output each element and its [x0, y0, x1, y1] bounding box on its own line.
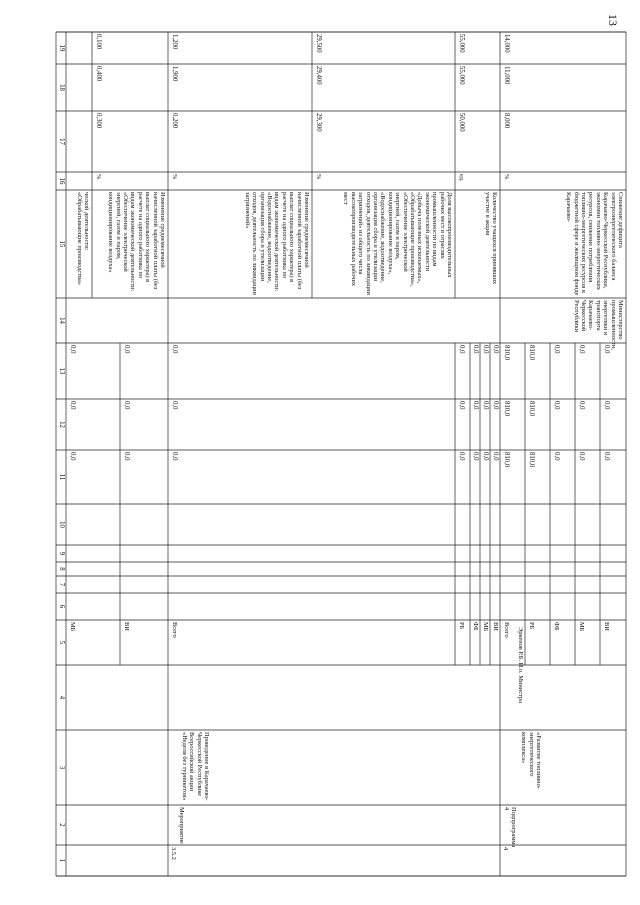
column-number: 17: [58, 138, 65, 145]
finance-value: 0,0: [603, 345, 610, 354]
indicator-value: 0,300: [95, 113, 102, 129]
indicator-value: 29,400: [315, 66, 322, 85]
finance-value: 0,0: [69, 345, 76, 354]
finance-value: 0,0: [458, 345, 465, 354]
finance-source: МБ: [69, 622, 76, 632]
finance-value: 0,0: [492, 345, 499, 354]
finance-value: 0,0: [472, 452, 479, 461]
finance-value: 810,0: [528, 452, 535, 468]
indicator-description: Изменение среднемесячной начисленной заработной платы (без выплат социального характера) в расчете на одного работника по видам экономической деятельности: «Обеспечение электрической энергией, газом и паром, кондиционирование воздуха»: [107, 192, 166, 292]
column-number: 16: [58, 177, 65, 185]
finance-value: 0,0: [69, 452, 76, 461]
indicator-value: 0,100: [95, 34, 102, 50]
column-number: 3: [58, 765, 65, 770]
finance-source: ФБ: [472, 622, 479, 631]
finance-value: 0,0: [553, 452, 560, 461]
indicator-value: 0,200: [171, 113, 178, 129]
column-number: 19: [58, 44, 65, 52]
column-number: 9: [58, 551, 65, 556]
finance-source: ВИ: [603, 622, 610, 631]
finance-value: 0,0: [171, 345, 178, 354]
finance-value: 0,0: [603, 401, 610, 410]
finance-source: Всего: [503, 622, 510, 638]
finance-value: 810,0: [528, 401, 535, 417]
indicator-value: 55,000: [458, 34, 465, 53]
indicator-value: 1,900: [171, 66, 178, 82]
indicator-description: Изменение среднемесячной начисленной заработной платы (без выплат социального характера) в расчете на одного работника по видам экономической деятельности: «Водоснабжение, водоотведение, организация сбора и утилизации отходов, деятельность по ликвидации загрязнений»: [243, 192, 310, 295]
finance-value: 0,0: [171, 452, 178, 461]
indicator-value: 11,000: [503, 66, 510, 85]
indicator-value: 0,400: [95, 66, 102, 82]
finance-value: 0,0: [69, 401, 76, 410]
indicator-unit: %: [95, 174, 102, 180]
item-kind: Мероприятие: [178, 807, 185, 844]
finance-value: 0,0: [603, 452, 610, 461]
column-number: 13: [58, 367, 65, 375]
finance-source: Всего: [171, 622, 178, 638]
finance-source: РБ: [458, 622, 465, 630]
indicator-value: 55,000: [458, 66, 465, 85]
finance-source: РБ: [528, 622, 535, 630]
indicator-description: ческой деятельности: «Обрабатывающие производства»: [75, 192, 90, 286]
item-kind: Подпрограмма 4: [502, 807, 517, 848]
finance-source: ВИ: [492, 622, 499, 631]
indicator-value: 8,000: [503, 113, 510, 129]
item-name: Проведение в Карачаево-Черкесской Республике Всероссийской акции «Неделя без турникетов»: [180, 732, 210, 801]
indicator-unit: %: [315, 174, 322, 180]
column-number: 12: [58, 421, 65, 428]
finance-value: 0,0: [472, 401, 479, 410]
finance-source: МБ: [578, 622, 585, 632]
column-number: 4: [58, 695, 65, 700]
indicator-value: 29,300: [315, 113, 322, 132]
indicator-value: 14,000: [503, 34, 510, 53]
finance-value: 0,0: [472, 345, 479, 354]
executor: Министерство промышленности, энергетики и транспорта Карачаево-Черкесской Республики: [572, 300, 624, 350]
finance-value: 0,0: [553, 345, 560, 354]
finance-value: 0,0: [578, 401, 585, 410]
indicator-unit: ед.: [458, 174, 465, 182]
finance-value: 810,0: [528, 345, 535, 361]
finance-value: 0,0: [458, 452, 465, 461]
finance-value: 0,0: [492, 401, 499, 410]
finance-value: 810,0: [503, 452, 510, 468]
responsible-person: Эркенов Р.Б. И.о. Министра: [517, 627, 524, 703]
finance-value: 0,0: [123, 345, 130, 354]
finance-source: ФБ: [553, 622, 560, 631]
indicator-value: 29,500: [315, 34, 322, 53]
finance-value: 0,0: [123, 452, 130, 461]
indicator-value: 1,200: [171, 34, 178, 50]
finance-value: 0,0: [171, 401, 178, 410]
indicator-description: Снижение дефицита электроэнергетического баланса Карачаево-Черкесской Республики, экономии топливно-энергетических ресурсов, снижение потребления топливно-энергетических ресурсов в бюджетной сфере и жилищном фонде Карачаево-: [565, 192, 624, 296]
column-number: 14: [58, 317, 65, 324]
item-number: 3.5.2: [170, 847, 177, 860]
column-number: 6: [58, 604, 65, 609]
column-number: 10: [58, 521, 65, 528]
column-number: 11: [58, 473, 65, 481]
finance-value: 0,0: [578, 345, 585, 354]
column-number: 15: [58, 240, 65, 248]
indicator-description: Доля высокопроизводительных рабочих мест в отраслях промышленности по видам экономической деятельности «Добыча полезных ископаемых», «Обрабатывающие производства», «Обеспечение электрической энергией, газом и паром, кондиционирование воздуха», «Водоснабжение, водоотведение, организация сбора и утилизации отходов, деятельность по ликвидации загрязнений» из общего числа высокопроизводительных рабочих мест: [342, 192, 453, 295]
column-number: 8: [58, 567, 65, 571]
item-name: «Развитие топливно-энергетического комплекса»: [520, 732, 542, 789]
finance-source: ВИ: [123, 622, 130, 631]
finance-value: 0,0: [123, 401, 130, 410]
column-number: 18: [58, 84, 65, 91]
finance-value: 810,0: [503, 345, 510, 361]
item-number: 4: [502, 847, 509, 851]
finance-value: 0,0: [578, 452, 585, 461]
finance-value: 0,0: [482, 401, 489, 410]
finance-value: 0,0: [458, 401, 465, 410]
finance-value: 0,0: [482, 452, 489, 461]
indicator-value: 50,000: [458, 113, 465, 132]
indicator-unit: %: [503, 174, 510, 180]
column-number: 1: [58, 858, 65, 863]
finance-value: 0,0: [482, 345, 489, 354]
finance-value: 810,0: [503, 401, 510, 417]
finance-source: МБ: [482, 622, 489, 632]
page-number-text: 13: [606, 14, 620, 26]
column-number: 2: [58, 823, 65, 827]
finance-value: 0,0: [553, 401, 560, 410]
column-number: 7: [58, 582, 65, 587]
indicator-unit: %: [171, 174, 178, 180]
column-number: 5: [58, 640, 65, 645]
indicator-description: Количество учащихся принявших участие в акции: [483, 192, 498, 285]
finance-value: 0,0: [492, 452, 499, 461]
